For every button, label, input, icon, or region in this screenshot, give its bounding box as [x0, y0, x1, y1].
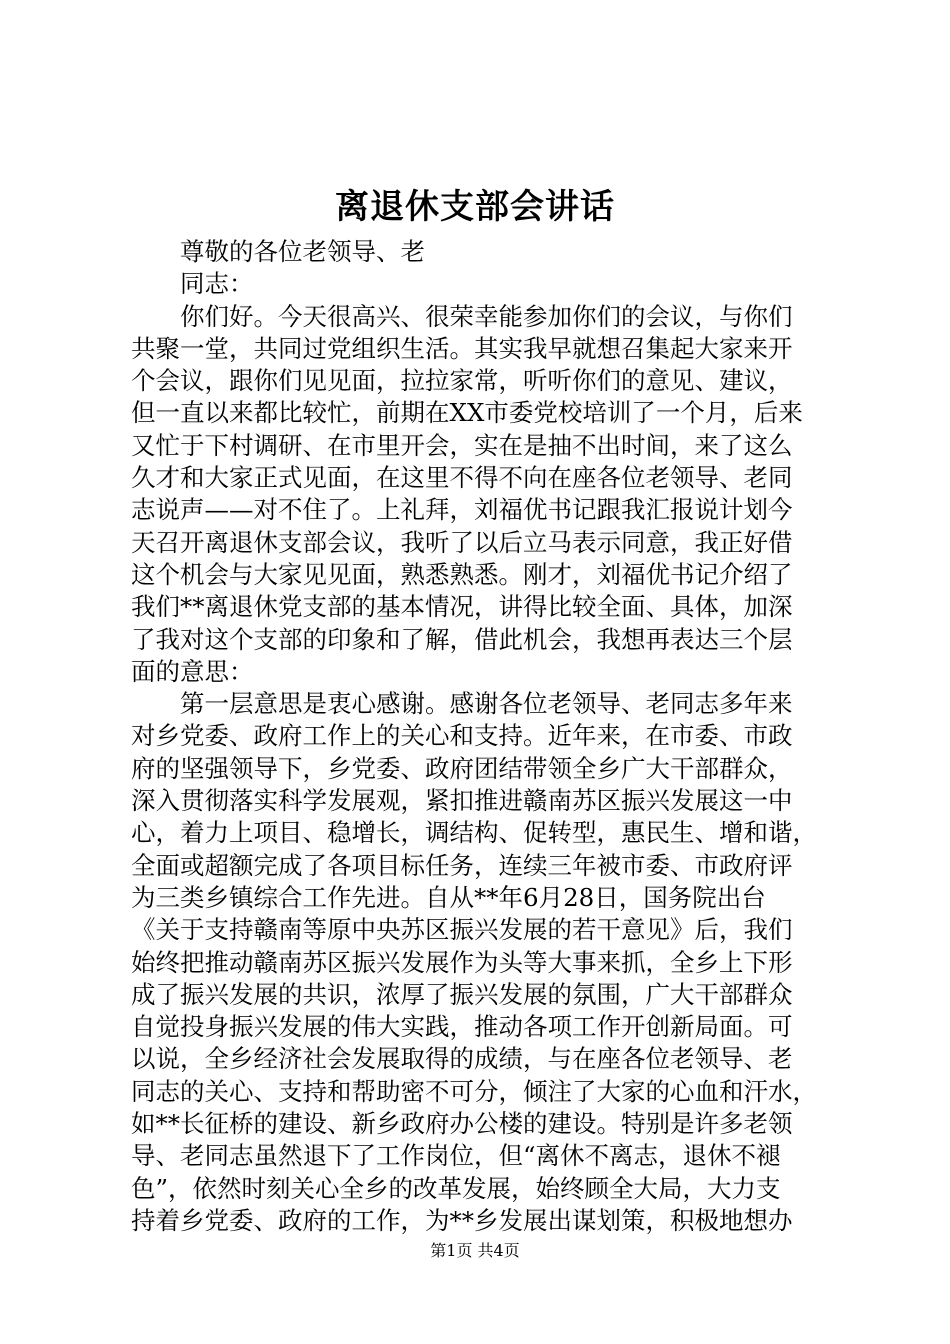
text-line: 同志： — [180, 269, 254, 299]
text-line: 对乡党委、政府工作上的关心和支持。近年来，在市委、市政 — [131, 721, 793, 751]
text-line: 自觉投身振兴发展的伟大实践，推动各项工作开创新局面。可 — [131, 1012, 793, 1042]
text-line: 尊敬的各位老领导、老 — [180, 237, 425, 266]
text-line: 你们好。今天很高兴、很荣幸能参加你们的会议，与你们 — [180, 301, 793, 331]
text-line: 久才和大家正式见面，在这里不得不向在座各位老领导、老同 — [131, 463, 793, 493]
text-line: 府的坚强领导下，乡党委、政府团结带领全乡广大干部群众， — [131, 753, 793, 783]
text-line: 面的意思： — [131, 656, 254, 686]
text-line: 了我对这个支部的印象和了解，借此机会，我想再表达三个层 — [131, 624, 793, 654]
text-line: 如**长征桥的建设、新乡政府办公楼的建设。特别是许多老领 — [131, 1109, 793, 1139]
text-line: 始终把推动赣南苏区振兴发展作为头等大事来抓，全乡上下形 — [131, 947, 793, 977]
text-line: 色”，依然时刻关心全乡的改革发展，始终顾全大局，大力支 — [131, 1173, 781, 1203]
text-line: 《关于支持赣南等原中央苏区振兴发展的若干意见》后，我们 — [131, 915, 793, 945]
text-line: 为三类乡镇综合工作先进。自从**年6月28日，国务院出台 — [131, 882, 766, 912]
text-line: 我们**离退休党支部的基本情况，讲得比较全面、具体，加深 — [131, 592, 793, 622]
text-line: 持着乡党委、政府的工作，为**乡发展出谋划策，积极地想办 — [131, 1205, 793, 1235]
text-line: 全面或超额完成了各项目标任务，连续三年被市委、市政府评 — [131, 850, 793, 880]
page-footer: 第1页 共4页 — [430, 1241, 520, 1260]
text-line: 共聚一堂，共同过党组织生活。其实我早就想召集起大家来开 — [131, 333, 793, 363]
text-line: 志说声——对不住了。上礼拜，刘福优书记跟我汇报说计划今 — [131, 495, 793, 525]
text-line: 这个机会与大家见见面，熟悉熟悉。刚才，刘福优书记介绍了 — [131, 559, 793, 589]
text-line: 导、老同志虽然退下了工作岗位，但“离休不离志，退休不褪 — [131, 1141, 781, 1171]
text-line: 第一层意思是衷心感谢。感谢各位老领导、老同志多年来 — [180, 689, 793, 719]
document-body — [131, 236, 831, 1237]
document-title: 离退休支部会讲话 — [335, 187, 615, 227]
text-line: 心，着力上项目、稳增长，调结构、促转型，惠民生、增和谐， — [131, 818, 817, 848]
text-line: 个会议，跟你们见见面，拉拉家常，听听你们的意见、建议， — [131, 366, 793, 396]
text-line: 以说，全乡经济社会发展取得的成绩，与在座各位老领导、老 — [131, 1044, 793, 1074]
text-line: 成了振兴发展的共识，浓厚了振兴发展的氛围，广大干部群众 — [131, 979, 793, 1009]
text-line: 但一直以来都比较忙，前期在XX市委党校培训了一个月，后来 — [131, 398, 803, 428]
text-line: 深入贯彻落实科学发展观，紧扣推进赣南苏区振兴发展这一中 — [131, 786, 793, 816]
text-line: 又忙于下村调研、在市里开会，实在是抽不出时间，来了这么 — [131, 430, 793, 460]
text-line: 同志的关心、支持和帮助密不可分，倾注了大家的心血和汗水， — [131, 1076, 817, 1106]
text-line: 天召开离退休支部会议，我听了以后立马表示同意，我正好借 — [131, 527, 793, 557]
